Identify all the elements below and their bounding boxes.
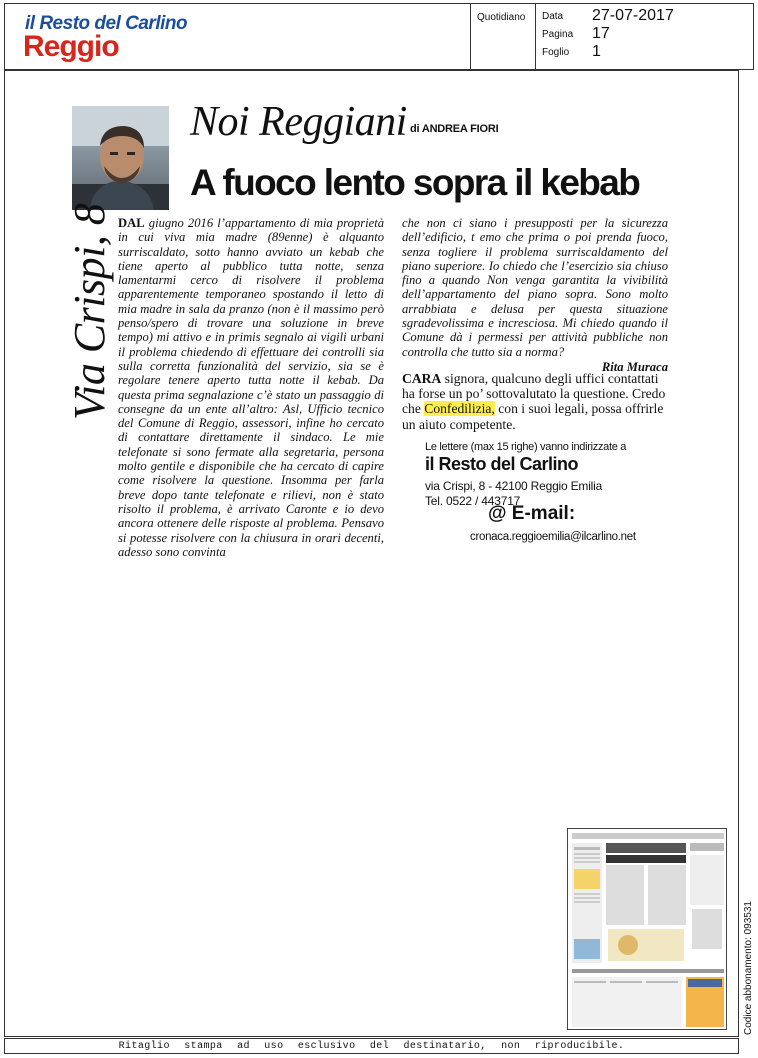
newspaper-edition: Reggio — [23, 30, 119, 63]
letter-text: giugno 2016 l’appartamento di mia proprietà in cui viva mia madre (89enne) è alquanto surriscaldato, sotto hanno avviato un kebab che tiene aperto al pubblico tutta notte, senza lamentarmi cerco di risolvere il problema apparentemente temporaneo spostando il letto di mia madre in sala da pranzo (non è il massimo però penso/spero di trovare una soluzione in breve tempo) mi attivo e in primis segnalo ai vigili urbani il problema chiedendo di effettuare dei controlli sia sulla corretta funzionalità del servizio, sia se è regolare tenere aperto tutta notte il kebab. Da questa prima segnalazione c’è stato un passaggio di consegne da un ente all’altro: Asl, Ufficio tecnico del Comune di Reggio, assessori, infine ho cercato di contattare direttamente il sindaco. Le mie telefonate si sono fermate alla segretaria, persona molto gentile e disponibile che ha cercato di capire come risolvere la questione. Insomma per farla breve dopo tante telefonate e rilievi, non è stato risolto il problema, è arrivato Caronte e io devo ancora ottenere delle risposte al problema. Pensavo si potesse risolvere con la chiusura in orari decenti, adesso sono convinta — [118, 216, 384, 559]
letters-paper-name: il Resto del Carlino — [425, 454, 579, 474]
reply-lead: CARA — [402, 371, 442, 386]
letters-address: via Crispi, 8 - 42100 Reggio Emilia — [425, 479, 603, 493]
subscription-code: Codice abbonamento: 093531 — [743, 901, 754, 1035]
clipping-meta — [535, 4, 743, 69]
email-address[interactable]: cronaca.reggioemilia@ilcarlino.net — [470, 531, 636, 543]
letter-column-1 — [118, 216, 384, 559]
meta-key: Data — [542, 11, 564, 22]
highlighted-term: Confedilizia, — [424, 401, 495, 417]
letters-phone: Tel. 0522 / 443717 — [425, 494, 521, 508]
byline: di ANDREA FIORI — [410, 123, 499, 135]
meta-key: Pagina — [542, 29, 574, 40]
letters-note: Le lettere (max 15 righe) vanno indirizzate a — [425, 441, 627, 453]
reply-text: signora, qualcuno degli uffici contattati ha forse un po’ sottovalutato la questione. Credo che — [402, 371, 666, 417]
reproduction-notice: Ritaglio stampa ad uso esclusivo del destinatario, non riproducibile. — [4, 1038, 739, 1054]
newspaper-logo-area — [5, 4, 471, 69]
newspaper-brand: il Resto del Carlino — [25, 13, 188, 34]
letters-info — [425, 441, 626, 508]
page-thumbnail — [567, 828, 727, 1030]
letter-lead: DAL — [118, 216, 145, 230]
headline: A fuoco lento sopra il kebab — [190, 162, 640, 203]
column-title: Noi Reggiani — [190, 99, 407, 145]
meta-value: 1 — [592, 43, 601, 60]
meta-value: 17 — [592, 25, 610, 42]
author-photo — [72, 106, 169, 210]
vertical-section-title: Via Crispi, 8 — [65, 203, 114, 420]
letter-signature: Rita Muraca — [601, 359, 668, 374]
reply-text-end: con i suoi legali, possa offrirle un aiuto competente. — [402, 401, 664, 432]
letter-text-continued: che non ci siano i presupposti per la sicurezza dell’edificio, t emo che prima o poi prenda fuoco, senza togliere il problema surriscaldamento del piano superiore. Io chiedo che l’esercizio sia chiuso fino a quando Non venga garantita la vivibilità dell’appartamento del piano sopra. Sono molto arrabbiata e delusa per questa situazione sgradevolissima e incresciosa. Mi chiedo quando il Comune dà i permessi per attività pubbliche non controlla che tutto sia a norma? — [402, 216, 668, 359]
email-label: @ E-mail: — [488, 503, 576, 524]
meta-key: Foglio — [542, 47, 570, 58]
meta-value: 27-07-2017 — [592, 7, 674, 24]
letter-column-2 — [402, 216, 668, 374]
publication-type: Quotidiano — [477, 12, 526, 23]
editor-reply — [402, 371, 668, 432]
clipping-header — [4, 3, 754, 70]
